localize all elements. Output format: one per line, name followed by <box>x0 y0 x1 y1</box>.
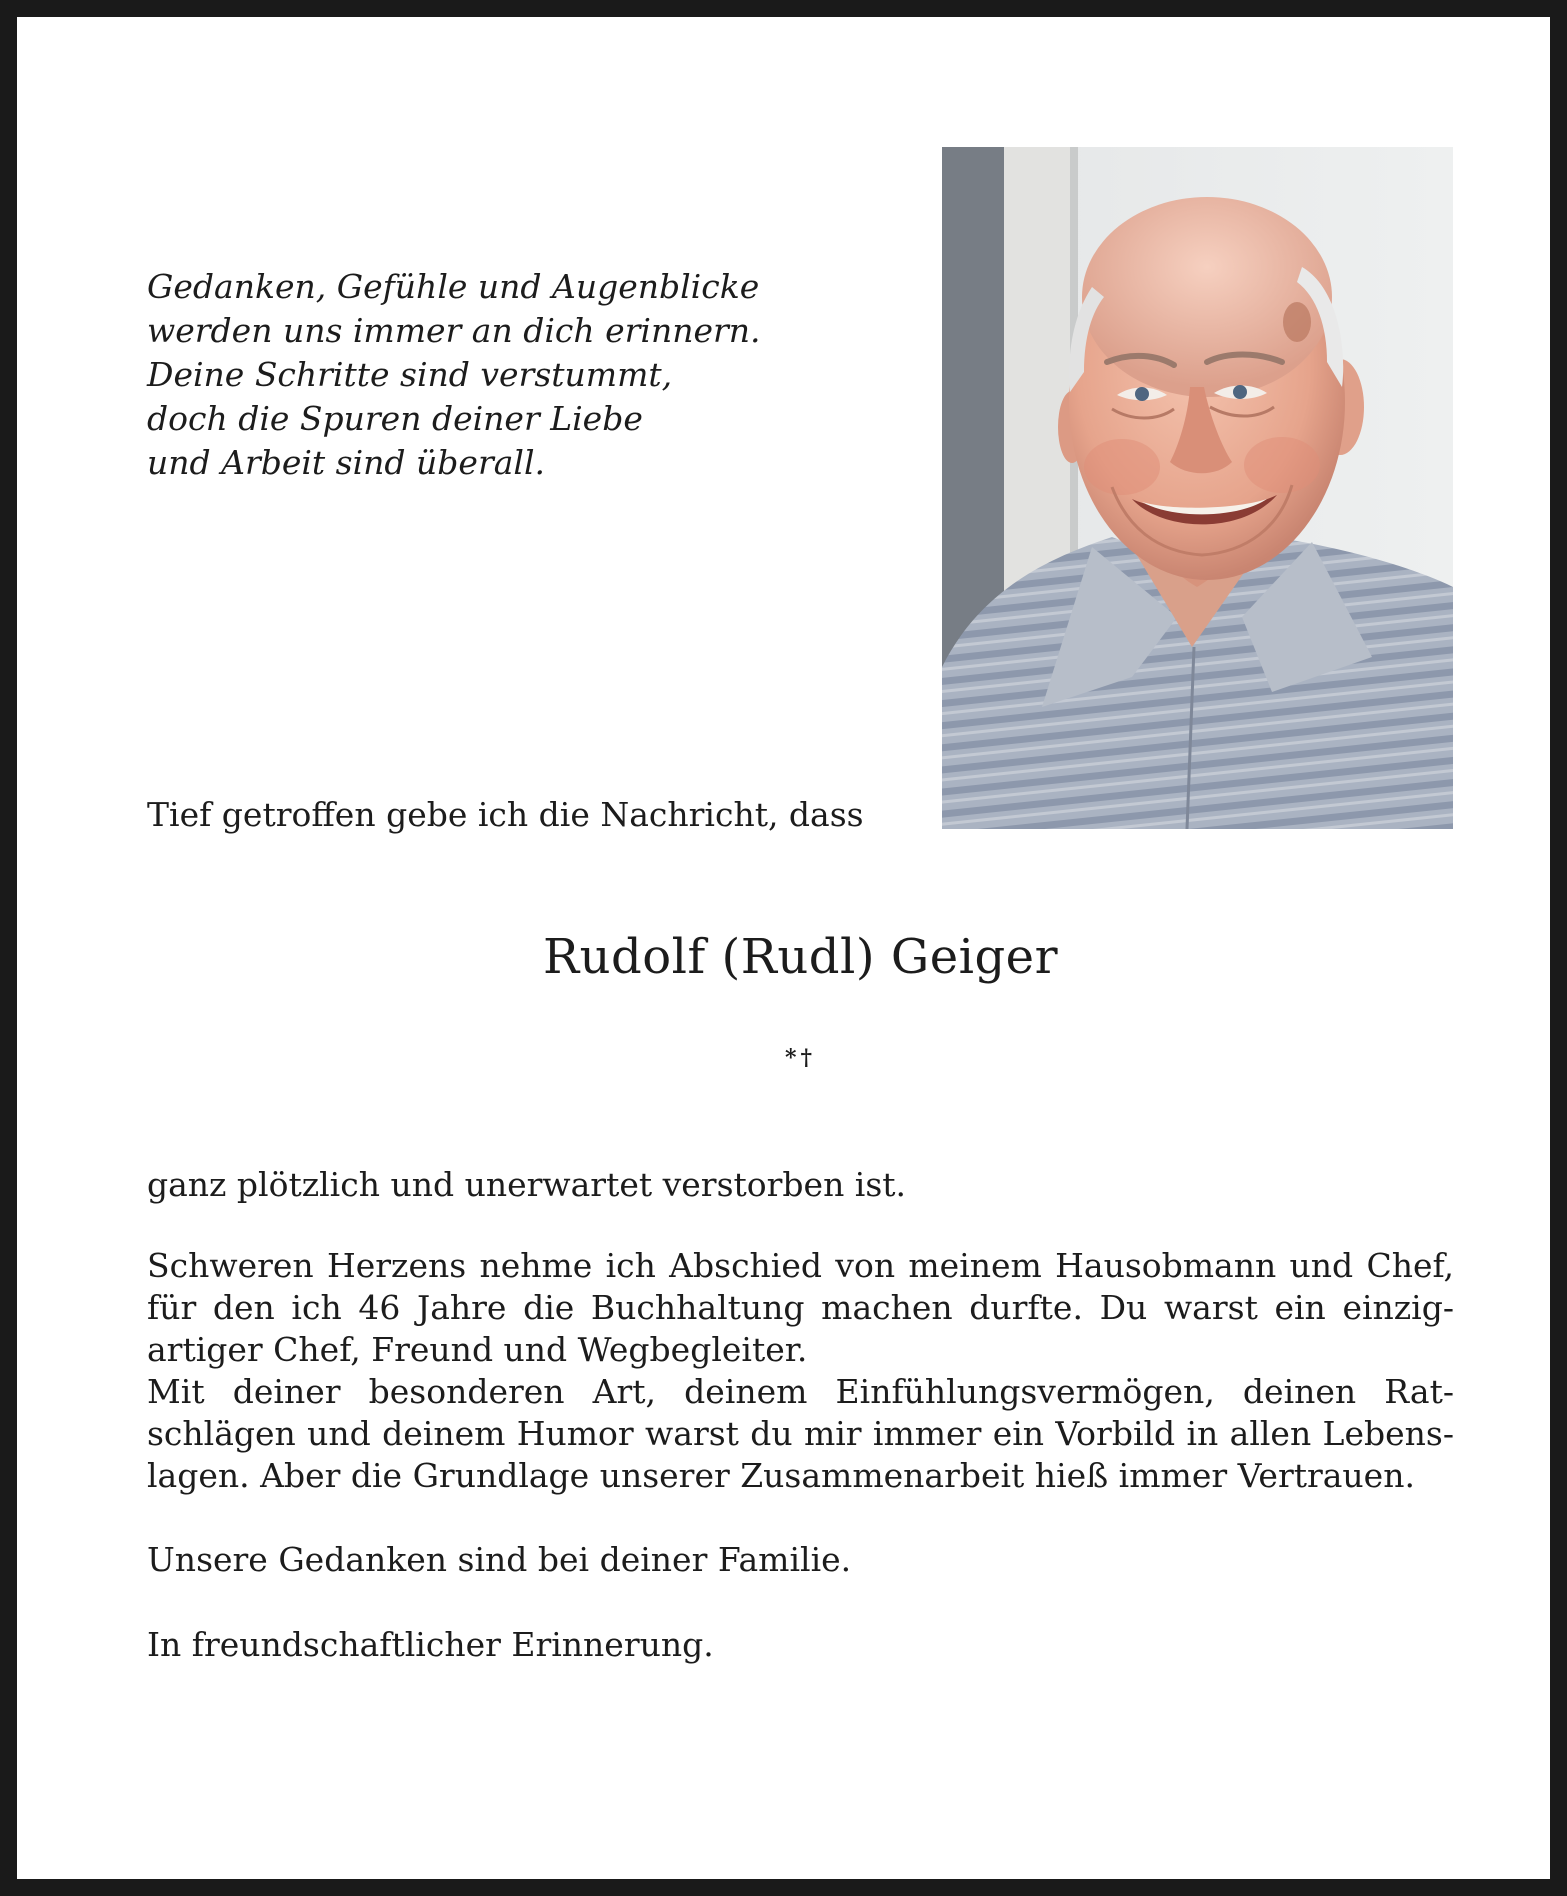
body-line: schlägen und deinem Humor warst du mir immer ein Vorbild in allen Lebens- <box>147 1414 1454 1453</box>
life-dates <box>17 1034 1567 1103</box>
poem-line: doch die Spuren deiner Liebe <box>147 399 643 438</box>
body-paragraph <box>147 1539 1454 1581</box>
body-line: für den ich 46 Jahre die Buchhaltung machen durfte. Du warst ein einzig- <box>147 1288 1454 1327</box>
body-paragraph <box>147 1245 1454 1497</box>
body-line: artiger Chef, Freund und Wegbegleiter. <box>147 1330 808 1369</box>
poem-line: Deine Schritte sind verstummt, <box>147 355 673 394</box>
body-line: Unsere Gedanken sind bei deiner Familie. <box>147 1540 852 1579</box>
body-line: Mit deiner besonderen Art, deinem Einfühlungsvermögen, deinen Rat- <box>147 1372 1454 1411</box>
signature <box>17 1767 1567 1813</box>
poem-line: Gedanken, Gefühle und Augenblicke <box>147 267 760 306</box>
body-paragraph <box>147 1164 1454 1206</box>
portrait-photo <box>942 147 1453 829</box>
birth-symbol: * <box>784 1045 797 1071</box>
body-paragraph <box>147 1624 1454 1666</box>
deceased-name: Rudolf (Rudl) Geiger <box>542 929 1059 985</box>
intro-line: Tief getroffen gebe ich die Nachricht, dass <box>147 795 864 834</box>
body-line: Schweren Herzens nehme ich Abschied von meinem Hausobmann und Chef, <box>147 1246 1454 1285</box>
body-line: In freundschaftlicher Erinnerung. <box>147 1625 714 1664</box>
death-symbol: † <box>800 1045 813 1071</box>
body-line: ganz plötzlich und unerwartet verstorben ist. <box>147 1165 907 1204</box>
memorial-poem <box>147 265 787 485</box>
body-line: lagen. Aber die Grundlage unserer Zusammenarbeit hieß immer Vertrauen. <box>147 1456 1415 1495</box>
poem-line: werden uns immer an dich erinnern. <box>147 311 761 350</box>
poem-line: und Arbeit sind überall. <box>147 443 545 482</box>
